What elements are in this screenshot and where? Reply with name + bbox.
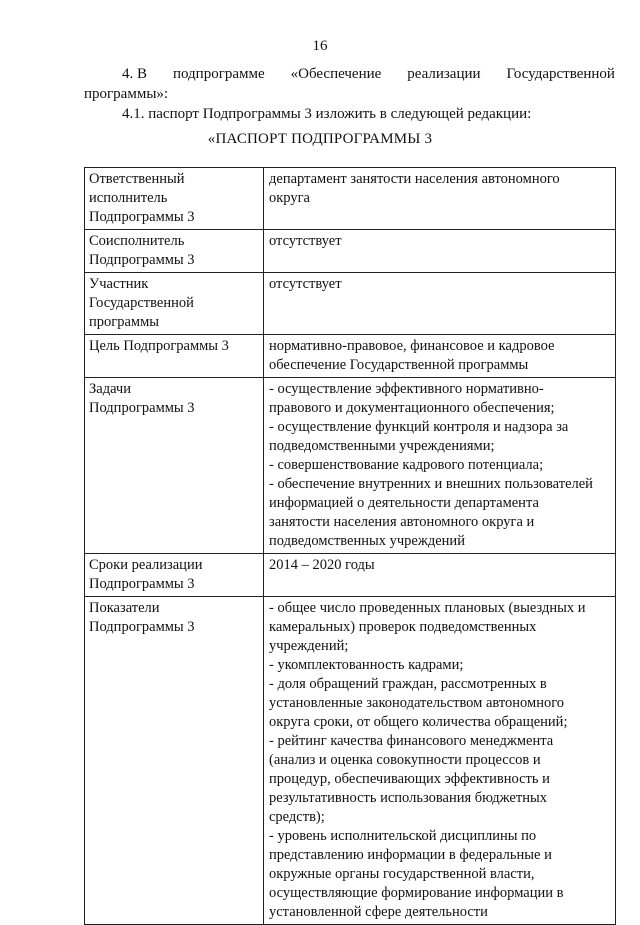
row-label-line: Соисполнитель xyxy=(89,233,185,249)
row-label-line: Задачи xyxy=(89,381,131,397)
row-value-line: информацией о деятельности департамента xyxy=(269,495,539,511)
intro-word: реализации xyxy=(407,66,481,82)
row-label-line: Подпрограммы 3 xyxy=(89,252,195,268)
row-value-line: средств); xyxy=(269,809,325,825)
table-row xyxy=(85,230,616,273)
row-value-line: - осуществление эффективного нормативно- xyxy=(269,381,544,397)
row-label-line: Подпрограммы 3 xyxy=(89,209,195,225)
row-value-line: - общее число проведенных плановых (выездных и xyxy=(269,600,586,616)
passport-title: «ПАСПОРТ ПОДПРОГРАММЫ 3 xyxy=(207,131,433,147)
row-value-line: осуществляющие формирование информации в xyxy=(269,885,564,901)
intro-word: 4. В xyxy=(122,66,148,82)
row-value-line: округа xyxy=(269,190,310,206)
row-label-cell xyxy=(85,273,264,335)
row-value-line: - укомплектованность кадрами; xyxy=(269,657,464,673)
table-row xyxy=(85,554,616,597)
row-label-cell xyxy=(85,378,264,554)
row-label-cell xyxy=(85,335,264,378)
row-value-line: камеральных) проверок подведомственных xyxy=(269,619,537,635)
row-value-line: занятости населения автономного округа и xyxy=(269,514,535,530)
row-value-line: представлению информации в федеральные и xyxy=(269,847,552,863)
row-label-line: Ответственный xyxy=(89,171,185,187)
intro-word: Государственной xyxy=(506,66,615,82)
row-value-line: - обеспечение внутренних и внешних пользователей xyxy=(269,476,593,492)
table-row xyxy=(85,378,616,554)
page-number: 16 xyxy=(312,38,328,54)
row-label-cell xyxy=(85,597,264,925)
row-value-line: установленной сфере деятельности xyxy=(269,904,488,920)
intro-paragraph xyxy=(84,64,615,124)
row-label-cell xyxy=(85,554,264,597)
row-value-line: обеспечение Государственной программы xyxy=(269,357,529,373)
row-value-line: - доля обращений граждан, рассмотренных в xyxy=(269,676,547,692)
row-value-cell xyxy=(264,230,616,273)
row-label-line: исполнитель xyxy=(89,190,168,206)
row-label-line: Участник xyxy=(89,276,149,292)
row-value-line: окружные органы государственной власти, xyxy=(269,866,535,882)
intro-word: «Обеспечение xyxy=(290,66,382,82)
passport-table xyxy=(84,167,616,925)
table-row xyxy=(85,597,616,925)
table-row xyxy=(85,168,616,230)
row-label-line: Подпрограммы 3 xyxy=(89,400,195,416)
row-value-cell xyxy=(264,335,616,378)
row-value-line: правового и документационного обеспечения; xyxy=(269,400,555,416)
row-value-line: 2014 – 2020 годы xyxy=(269,557,375,573)
intro-word: подпрограмме xyxy=(172,66,265,82)
row-value-cell xyxy=(264,597,616,925)
row-label-line: Подпрограммы 3 xyxy=(89,576,195,592)
table-row xyxy=(85,273,616,335)
row-value-cell xyxy=(264,273,616,335)
row-value-line: подведомственных учреждений xyxy=(269,533,465,549)
row-value-line: (анализ и оценка совокупности процессов и xyxy=(269,752,541,768)
intro-line-1 xyxy=(84,64,615,84)
row-value-line: нормативно-правовое, финансовое и кадровое xyxy=(269,338,555,354)
row-label-line: Сроки реализации xyxy=(89,557,203,573)
row-value-line: - рейтинг качества финансового менеджмента xyxy=(269,733,554,749)
table-row xyxy=(85,335,616,378)
row-value-cell xyxy=(264,554,616,597)
row-value-line: - совершенствование кадрового потенциала; xyxy=(269,457,544,473)
row-value-line: установленные законодательством автономного xyxy=(269,695,565,711)
intro-line-3: 4.1. паспорт Подпрограммы 3 изложить в следующей редакции: xyxy=(122,106,532,122)
row-value-line: учреждений; xyxy=(269,638,349,654)
row-value-line: отсутствует xyxy=(269,276,342,292)
row-value-line: процедур, обеспечивающих эффективность и xyxy=(269,771,550,787)
row-value-cell xyxy=(264,168,616,230)
row-label-line: Государственной xyxy=(89,295,194,311)
row-value-cell xyxy=(264,378,616,554)
row-label-line: Подпрограммы 3 xyxy=(89,619,195,635)
row-value-line: департамент занятости населения автономного xyxy=(269,171,560,187)
intro-line-2: программы»: xyxy=(84,86,169,102)
row-label-line: Цель Подпрограммы 3 xyxy=(89,338,229,354)
row-label-cell xyxy=(85,230,264,273)
row-label-cell xyxy=(85,168,264,230)
row-value-line: результативность использования бюджетных xyxy=(269,790,547,806)
row-value-line: - уровень исполнительской дисциплины по xyxy=(269,828,537,844)
row-value-line: округа сроки, от общего количества обращений; xyxy=(269,714,568,730)
row-label-line: программы xyxy=(89,314,159,330)
row-value-line: - осуществление функций контроля и надзора за xyxy=(269,419,569,435)
row-value-line: подведомственными учреждениями; xyxy=(269,438,495,454)
row-label-line: Показатели xyxy=(89,600,160,616)
row-value-line: отсутствует xyxy=(269,233,342,249)
